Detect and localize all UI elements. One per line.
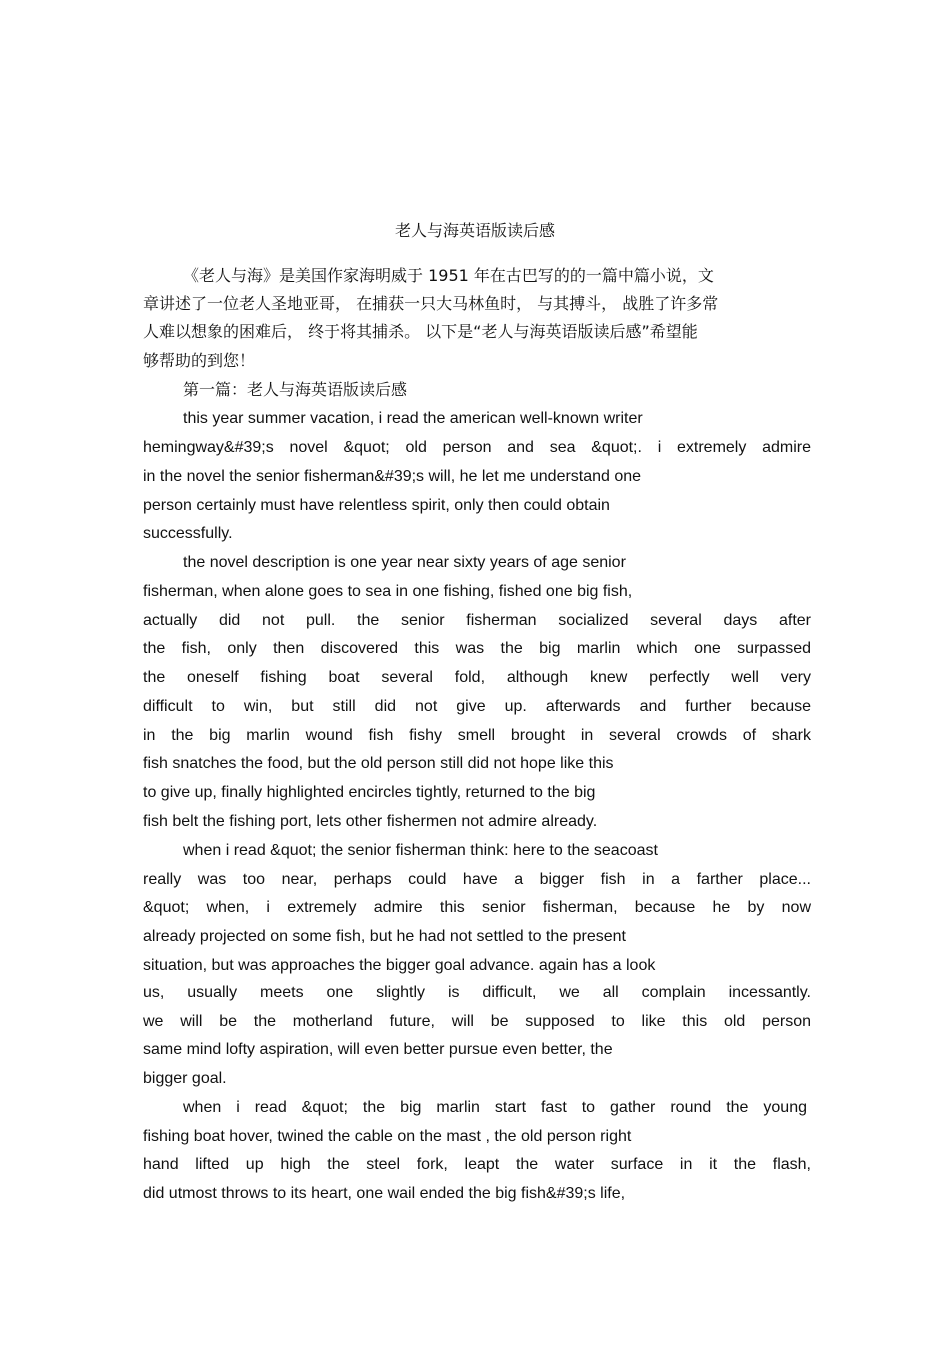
- intro-line-2: 章讲述了一位老人圣地亚哥， 在捕获一只大马林鱼时， 与其搏斗， 战胜了许多常: [143, 294, 719, 313]
- document-title: 老人与海英语版读后感: [394, 221, 555, 240]
- body-line: did utmost throws to its heart, one wail ended the big fish&#39;s life,: [143, 1185, 626, 1202]
- body-line: already projected on some fish, but he had not settled to the present: [143, 928, 626, 945]
- body-line: fish belt the fishing port, lets other fishermen not admire already.: [143, 813, 598, 830]
- body-line: difficult to win, but still did not give up. afterwards and further because: [143, 698, 811, 715]
- body-line: &quot; when, i extremely admire this senior fisherman, because he by now: [143, 899, 811, 916]
- intro-line-3: 人难以想象的困难后， 终于将其捕杀。 以下是“老人与海英语版读后感”希望能: [143, 322, 698, 341]
- body-line: the oneself fishing boat several fold, although knew perfectly well very: [143, 669, 811, 686]
- body-line: actually did not pull. the senior fisherman socialized several days after: [143, 612, 811, 629]
- body-line: this year summer vacation, i read the american well-known writer: [183, 410, 643, 427]
- body-line: fisherman, when alone goes to sea in one fishing, fished one big fish,: [143, 583, 633, 600]
- body-line: the novel description is one year near sixty years of age senior: [183, 554, 626, 571]
- body-line: person certainly must have relentless spirit, only then could obtain: [143, 497, 610, 514]
- body-line: hand lifted up high the steel fork, leapt the water surface in it the flash,: [143, 1156, 811, 1173]
- body-line: hemingway&#39;s novel &quot; old person and sea &quot;. i extremely admire: [143, 439, 811, 456]
- body-line: we will be the motherland future, will be supposed to like this old person: [143, 1013, 811, 1030]
- body-line: bigger goal.: [143, 1070, 227, 1087]
- intro-line-4: 够帮助的到您！: [143, 351, 256, 370]
- body-line: when i read &quot; the senior fisherman think: here to the seacoast: [183, 842, 658, 859]
- body-line: the fish, only then discovered this was the big marlin which one surpassed: [143, 640, 811, 657]
- body-line: when i read &quot; the big marlin start fast to gather round the young: [183, 1099, 807, 1116]
- body-line: fishing boat hover, twined the cable on the mast , the old person right: [143, 1128, 632, 1145]
- body-line: in the novel the senior fisherman&#39;s will, he let me understand one: [143, 468, 642, 485]
- intro-line-1: 《老人与海》是美国作家海明威于 1951 年在古巴写的的一篇中篇小说，文: [183, 266, 714, 285]
- section-heading: 第一篇：老人与海英语版读后感: [183, 380, 408, 399]
- body-line: to give up, finally highlighted encircles tightly, returned to the big: [143, 784, 596, 801]
- body-line: really was too near, perhaps could have a bigger fish in a farther place...: [143, 871, 811, 888]
- body-line: successfully.: [143, 525, 233, 542]
- body-line: same mind lofty aspiration, will even better pursue even better, the: [143, 1041, 613, 1058]
- body-line: situation, but was approaches the bigger goal advance. again has a look: [143, 957, 656, 974]
- body-line: us, usually meets one slightly is difficult, we all complain incessantly.: [143, 984, 811, 1001]
- body-line: in the big marlin wound fish fishy smell brought in several crowds of shark: [143, 727, 811, 744]
- body-line: fish snatches the food, but the old person still did not hope like this: [143, 755, 614, 772]
